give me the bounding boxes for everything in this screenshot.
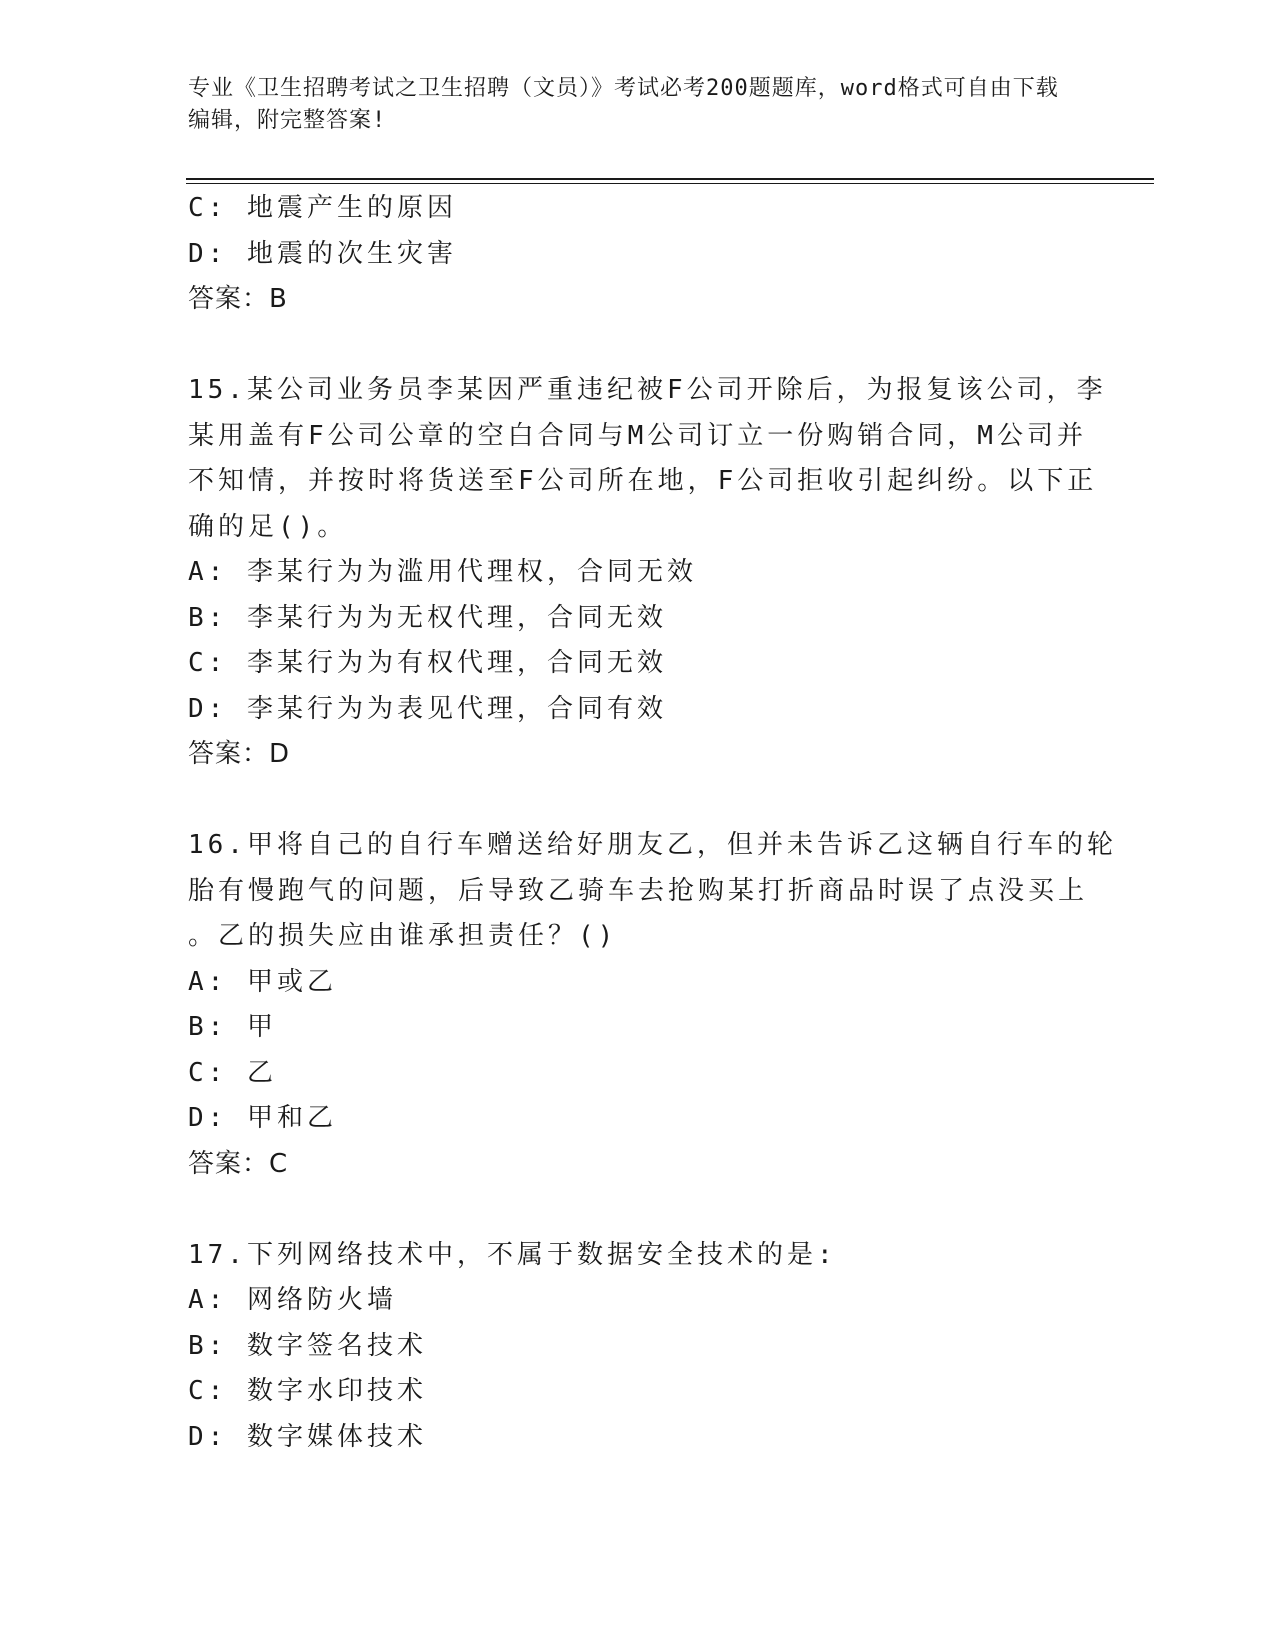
carryover-block	[188, 186, 1088, 323]
option-a: A: 李某行为为滥用代理权，合同无效	[188, 557, 697, 587]
question-15	[188, 368, 1107, 778]
question-stem-line: 胎有慢跑气的问题，后导致乙骑车去抢购某打折商品时误了点没买上	[188, 875, 1089, 906]
question-stem-line: 确的足()。	[188, 511, 348, 542]
answer-line: 答案：C	[188, 1148, 289, 1179]
option-a: A: 网络防火墙	[188, 1285, 397, 1315]
question-stem-line: 某用盖有F公司公章的空白合同与M公司订立一份购销合同，M公司并	[188, 420, 1087, 451]
option-c: C: 乙	[188, 1057, 277, 1088]
question-stem-line: 不知情，并按时将货送至F公司所在地，F公司拒收引起纠纷。以下正	[188, 466, 1098, 496]
spacer	[188, 778, 1088, 824]
option-b: B: 甲	[188, 1012, 277, 1042]
option-b: B: 数字签名技术	[188, 1330, 427, 1361]
question-list	[188, 186, 1117, 1460]
spacer	[188, 323, 1088, 369]
option-c: C: 李某行为为有权代理，合同无效	[188, 648, 667, 678]
question-17	[188, 1233, 1088, 1461]
question-stem-line: 。乙的损失应由谁承担责任？()	[188, 921, 618, 951]
option-d: D: 地震的次生灾害	[188, 238, 457, 269]
option-a: A: 甲或乙	[188, 966, 337, 997]
option-c: C: 数字水印技术	[188, 1376, 427, 1406]
document-header: 专业《卫生招聘考试之卫生招聘（文员）》考试必考200题题库，word格式可自由下载编辑，附完整答案!	[188, 76, 1059, 133]
option-d: D: 数字媒体技术	[188, 1421, 427, 1452]
header-rule-thin	[186, 183, 1154, 184]
question-stem-line: 16.甲将自己的自行车赠送给好朋友乙，但并未告诉乙这辆自行车的轮	[188, 830, 1117, 860]
option-c: C: 地震产生的原因	[188, 193, 457, 223]
spacer	[188, 1187, 1088, 1233]
question-stem-line: 17.下列网络技术中，不属于数据安全技术的是:	[188, 1239, 837, 1270]
option-b: B: 李某行为为无权代理，合同无效	[188, 602, 667, 633]
question-stem-line: 15.某公司业务员李某因严重违纪被F公司开除后，为报复该公司，李	[188, 375, 1107, 405]
header-rule-thick	[186, 178, 1154, 180]
answer-line: 答案：B	[188, 284, 288, 314]
question-16	[188, 823, 1117, 1187]
option-d: D: 甲和乙	[188, 1103, 337, 1133]
answer-line: 答案：D	[188, 739, 291, 769]
option-d: D: 李某行为为表见代理，合同有效	[188, 693, 667, 724]
